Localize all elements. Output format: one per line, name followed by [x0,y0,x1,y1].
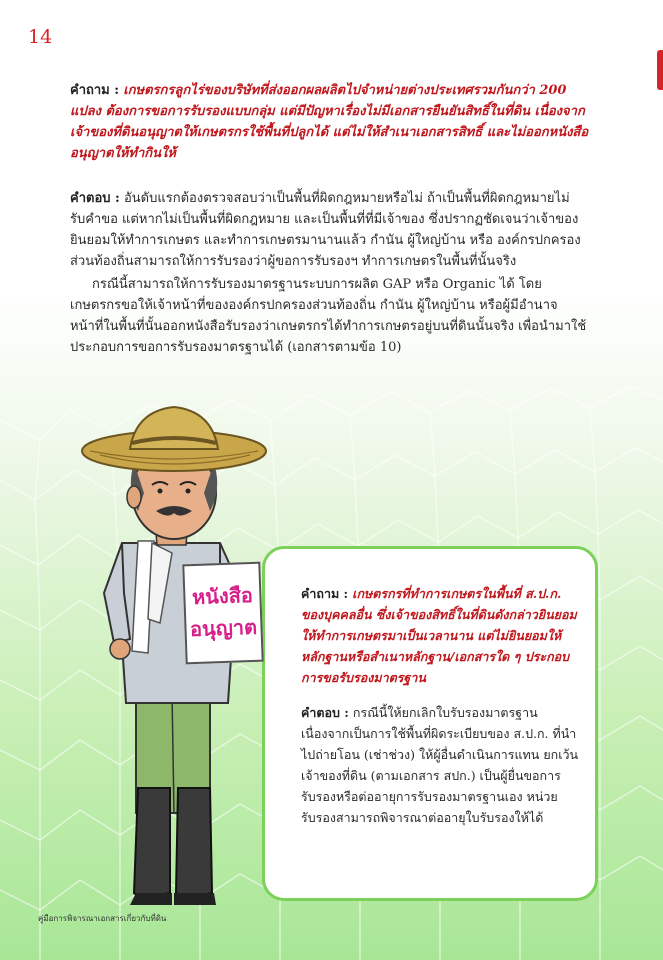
answer-1 [70,188,590,358]
page-footer: คู่มือการพิจารณาเอกสารเกี่ยวกับที่ดิน [38,914,167,923]
page-number: 14 [28,26,53,48]
permit-sign-line-2: อนุญาต [189,614,258,642]
answer-2-text: กรณีนี้ให้ยกเลิกใบรับรองมาตรฐาน เนื่องจากเป็นการใช้พื้นที่ผิดระเบียบของ ส.ป.ก. ที่นำไปถ่ายโอน (เช่าช่วง) ให้ผู้อื่นดำเนินการแทน ยกเว้นเจ้าของที่ดิน (ตามเอกสาร สปก.) เป็นผู้ยื่นขอการรับรองหรือต่ออายุการรับรองมาตรฐานเอง หน่วยรับรองสามารถพิจารณาต่ออายุใบรับรองให้ได้ [301,705,579,825]
answer-1-paragraph-2: กรณีนี้สามารถให้การรับรองมาตรฐานระบบการผลิต GAP หรือ Organic ได้ โดยเกษตรกรขอให้เจ้าหน้าที่ขององค์กรปกครองส่วนท้องถิ่น กำนัน ผู้ใหญ่บ้าน หรือผู้มีอำนาจหน้าที่ในพื้นที่นั้นออกหนังสือรับรองว่าเกษตรกรได้ทำการเกษตรอยู่บนที่ดินนั้นจริง เพื่อนำมาใช้ประกอบการขอการรับรองมาตรฐานได้ (เอกสารตามข้อ 10) [70,277,587,355]
answer-1-text: อันดับแรกต้องตรวจสอบว่าเป็นพื้นที่ผิดกฎหมายหรือไม่ ถ้าเป็นพื้นที่ผิดกฎหมายไม่รับคำขอ แต่หากไม่เป็นพื้นที่ผิดกฎหมาย และเป็นพื้นที่ที่มีเจ้าของ ซึ่งปรากฏชัดเจนว่าเจ้าของยินยอมให้ทำการเกษตร และทำการเกษตรมานานแล้ว กำนัน ผู้ใหญ่บ้าน หรือ องค์กรปกครองส่วนท้องถิ่นสามารถให้การรับรองว่าผู้ขอการรับรองฯ ทำการเกษตรในพื้นที่นั้นจริง [70,191,581,269]
answer-2-label: คำตอบ : [301,705,349,720]
qa-2-content [301,583,583,828]
question-1 [70,80,590,164]
question-2-label: คำถาม : [301,586,349,601]
question-2-text: เกษตรกรที่ทำการเกษตรในพื้นที่ ส.ป.ก. ของบุคคลอื่น ซึ่งเจ้าของสิทธิ์ในที่ดินดังกล่าวยินยอมให้ทำการเกษตรมาเป็นเวลานาน แต่ไม่ยินยอมให้หลักฐานหรือสำเนาหลักฐาน/เอกสารใด ๆ ประกอบการขอรับรองมาตรฐาน [301,586,577,685]
page-edge-tab [657,50,663,90]
qa-2-callout-box [262,546,598,901]
question-1-label: คำถาม : [70,83,120,98]
permit-sign-line-1: หนังสือ [191,582,254,610]
permit-sign [182,562,263,665]
question-1-text: เกษตรกรลูกไร่ของบริษัทที่ส่งออกผลผลิตไปจำหน่ายต่างประเทศรวมกันกว่า 200 แปลง ต้องการขอการรับรองแบบกลุ่ม แต่มีปัญหาเรื่องไม่มีเอกสารยืนยันสิทธิ์ในที่ดิน เนื่องจากเจ้าของที่ดินอนุญาตให้เกษตรกรใช้พื้นที่ปลูกได้ แต่ไม่ให้สำเนาเอกสารสิทธิ์ และไม่ออกหนังสืออนุญาตให้ทำกินให้ [70,83,589,161]
answer-2 [301,702,583,828]
answer-1-label: คำตอบ : [70,191,120,206]
answer-1-paragraph-1 [70,188,590,272]
question-2 [301,583,583,688]
